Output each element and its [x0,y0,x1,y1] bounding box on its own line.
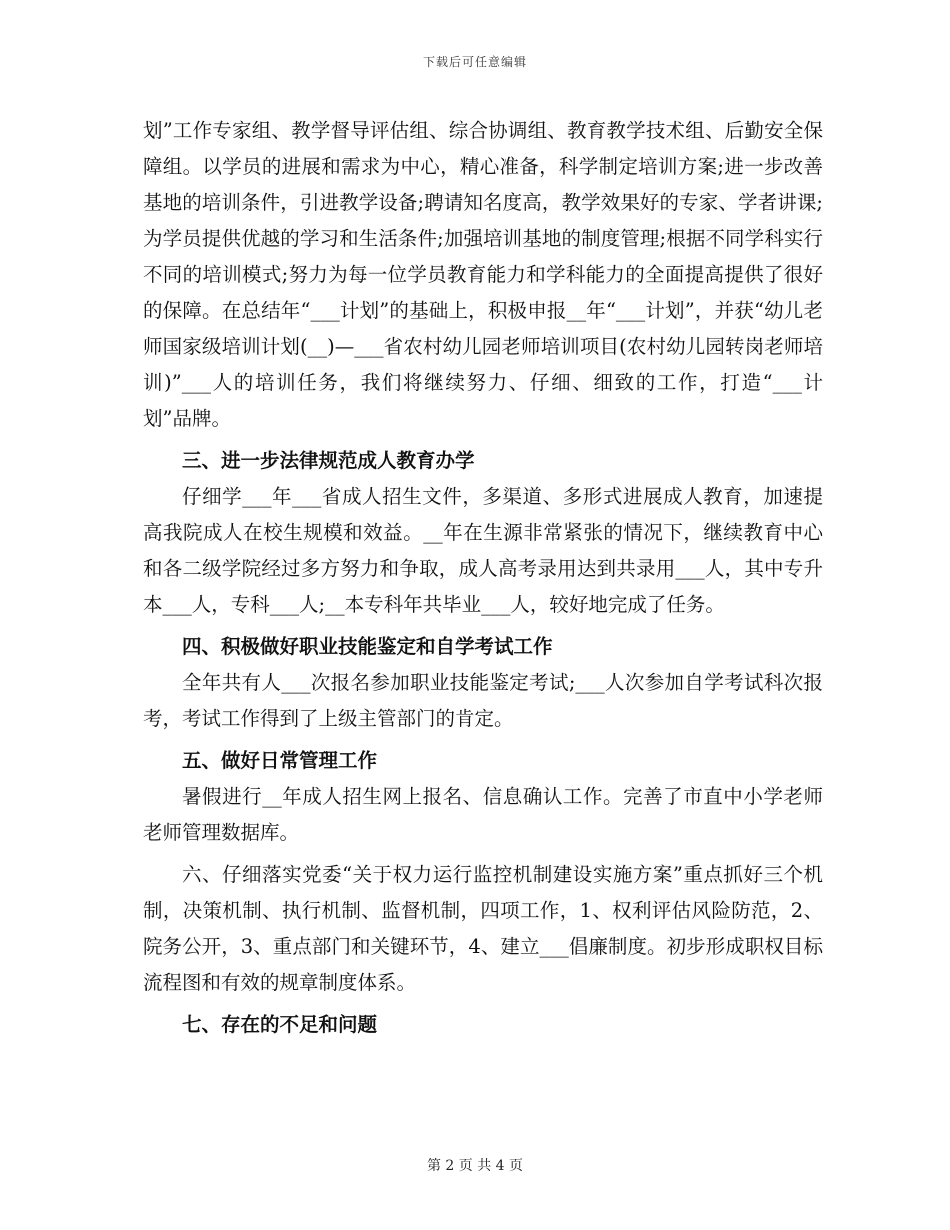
paragraph-skills-exams: 全年共有人___次报名参加职业技能鉴定考试;___人次参加自学考试科次报考，考试工作得到了上级主管部门的肯定。 [143,671,823,730]
page-header: 下载后可任意编辑 [422,55,527,69]
paragraph-power-supervision: 六、仔细落实党委“关于权力运行监控机制建设实施方案”重点抓好三个机制，决策机制、执行机制、监督机制，四项工作，1、权利评估风险防范，2、院务公开，3、重点部门和关键环节，4、建立___倡廉制度。初步形成职权目标流程图和有效的规章制度体系。 [143,863,823,994]
page-number: 第 2 页 共 4 页 [426,1158,524,1174]
paragraph-daily-management: 暑假进行__年成人招生网上报名、信息确认工作。完善了市直中小学老师老师管理数据库。 [143,785,823,844]
paragraph-adult-education: 仔细学___年___省成人招生文件，多渠道、多形式进展成人教育，加速提高我院成人在校生规模和效益。__年在生源非常紧张的情况下，继续教育中心和各二级学院经过多方努力和争取，成人高考录用达到共录用___人，其中专升本___人，专科___人;__本专科年共毕业___人，较好地完成了任务。 [143,485,823,616]
section-heading-problems: 七、存在的不足和问题 [182,1013,378,1036]
section-heading-adult-education: 三、进一步法律规范成人教育办学 [182,449,475,472]
paragraph-training-plan: 划”工作专家组、教学督导评估组、综合协调组、教育教学技术组、后勤安全保障组。以学员的进展和需求为中心，精心准备，科学制定培训方案;进一步改善基地的培训条件，引进教学设备;聘请知名度高，教学效果好的专家、学者讲课;为学员提供优越的学习和生活条件;加强培训基地的制度管理;根据不同学科实行不同的培训模式;努力为每一位学员教育能力和学科能力的全面提高提供了很好的保障。在总结年“___计划”的基础上，积极申报__年“___计划”，并获“幼儿老师国家级培训计划(__)—___省农村幼儿园老师培训项目(农村幼儿园转岗老师培训)”___人的培训任务，我们将继续努力、仔细、细致的工作，打造“___计划”品牌。 [143,119,823,430]
section-heading-daily-management: 五、做好日常管理工作 [182,749,378,772]
section-heading-skills-exams: 四、积极做好职业技能鉴定和自学考试工作 [182,635,553,658]
document-body [143,113,823,1043]
